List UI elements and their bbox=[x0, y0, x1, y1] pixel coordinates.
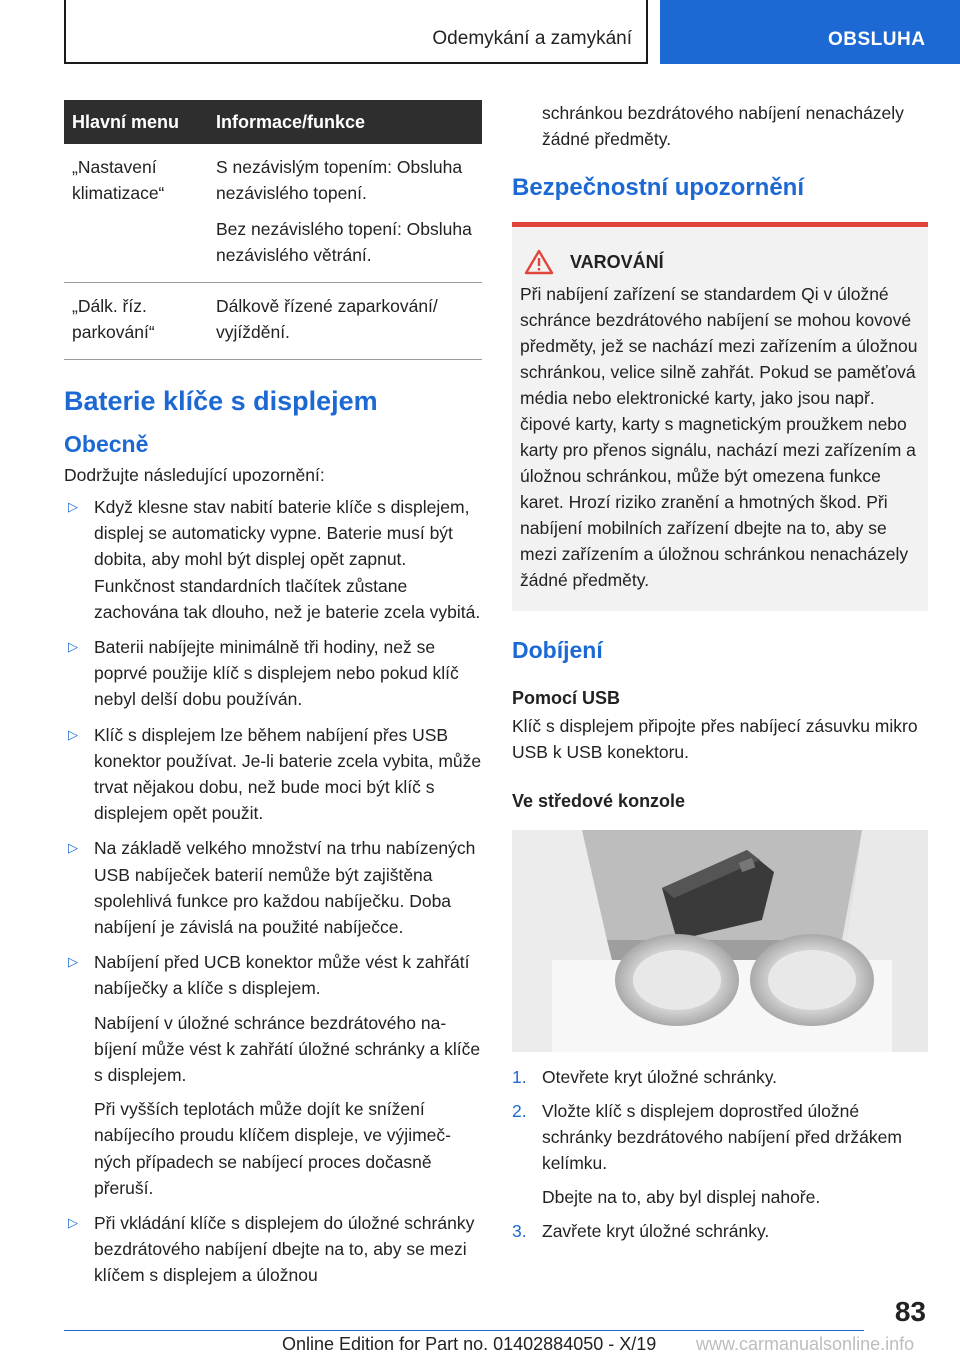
section-title-battery: Baterie klíče s displejem bbox=[64, 386, 378, 416]
table-cell-text: S nezávislým topením: Obsluha nezávislého topení. bbox=[216, 157, 463, 203]
header-chapter-tab bbox=[660, 0, 960, 64]
left-column bbox=[64, 100, 482, 1298]
list-item bbox=[512, 1064, 928, 1090]
right-column bbox=[512, 100, 928, 1252]
header-section-title: Odemykání a zamykání bbox=[432, 28, 632, 49]
table-header-info: Informace/funkce bbox=[208, 100, 482, 144]
list-item-text: Při vyšších teplotách může dojít ke snížení nabíjecího proudu klíčem displeje, ve výjimečných případech se nabíjecí proces dočasně přeruší. bbox=[94, 1099, 451, 1198]
footer-edition: Online Edition for Part no. 01402884050 - X/19 bbox=[282, 1334, 657, 1354]
table-row bbox=[64, 144, 482, 283]
page-header bbox=[0, 0, 960, 66]
list-item bbox=[512, 1098, 928, 1210]
triangle-bullet-icon: ▷ bbox=[68, 726, 78, 742]
table-header-menu: Hlavní menu bbox=[64, 100, 208, 144]
step-text: Otevřete kryt úložné schránky. bbox=[542, 1067, 778, 1087]
console-heading: Ve středové konzole bbox=[512, 791, 686, 811]
list-item bbox=[64, 835, 482, 940]
list-item-text: Nabíjení v úložné schránce bezdrátového nabíjení může vést k zahřátí úložné schránky a klíče s displejem. bbox=[94, 1012, 481, 1086]
usb-heading: Pomocí USB bbox=[512, 688, 621, 708]
table-cell-info bbox=[208, 144, 482, 283]
subsection-title-charging: Dobíjení bbox=[512, 637, 603, 663]
usb-text: Klíč s displejem připojte přes nabíjecí zásuvku mikro USB k USB konektoru. bbox=[512, 716, 918, 762]
footer-watermark: www.carmanualsonline.info bbox=[696, 1334, 915, 1354]
warning-title: VAROVÁNÍ bbox=[570, 251, 664, 272]
subsection-title-general: Obecně bbox=[64, 431, 149, 457]
battery-bullet-list bbox=[64, 494, 482, 1289]
table-cell-menu: „Dálk. říz. parkování“ bbox=[64, 283, 208, 360]
header-section-box bbox=[64, 0, 648, 64]
header-chapter-label: OBSLUHA bbox=[828, 29, 926, 50]
center-console-photo bbox=[512, 830, 928, 1052]
triangle-bullet-icon: ▷ bbox=[68, 639, 78, 655]
list-item-text: Když klesne stav nabití baterie klíče s displejem, displej se automaticky vypne. Baterie musí být dobita, aby mohl být displej opět zapnut. Funkčnost standardních tlačítek zůstane zachována tak dlouho, než je baterie zcela vybitá. bbox=[94, 497, 481, 622]
list-item-text: Nabíjení před UCB konektor může vést k zahřátí nabíječky a klíče s displejem. bbox=[94, 952, 470, 999]
section-title-safety: Bezpečnostní upozornění bbox=[512, 174, 805, 201]
step-text: Zavřete kryt úložné schránky. bbox=[542, 1221, 770, 1241]
page-number: 83 bbox=[894, 1296, 926, 1327]
table-header-row bbox=[64, 100, 482, 144]
triangle-bullet-icon: ▷ bbox=[68, 499, 78, 514]
list-item bbox=[64, 949, 482, 1201]
table-cell-text: Bez nezávislého topení: Obsluha nezávislého větrání. bbox=[216, 219, 472, 265]
warning-triangle-icon bbox=[524, 249, 554, 275]
list-item bbox=[64, 722, 482, 827]
table-cell-info bbox=[208, 283, 482, 360]
footer-divider bbox=[64, 1330, 864, 1331]
triangle-bullet-icon: ▷ bbox=[68, 1215, 78, 1231]
list-item-text: Baterii nabíjejte minimálně tři hodiny, než se poprvé použije klíč s displejem nebo pokud klíč nebyl delší dobu používán. bbox=[94, 637, 459, 710]
list-item bbox=[512, 1218, 928, 1244]
list-item bbox=[64, 1210, 482, 1289]
menu-table bbox=[64, 100, 482, 360]
step-number: 2. bbox=[512, 1101, 527, 1121]
step-text: Vložte klíč s displejem doprostřed úložné schránky bezdrátového nabíjení před držákem kelímku. bbox=[542, 1101, 902, 1173]
center-console-illustration bbox=[512, 830, 928, 1052]
list-item bbox=[64, 494, 482, 625]
list-item-text: Při vkládání klíče s displejem do úložné schránky bezdrátového nabíjení dbejte na to, aby se mezi klíčem s displejem a úložnou bbox=[94, 1213, 475, 1286]
list-item-text: Klíč s displejem lze během nabíjení přes USB konektor používat. Je-li baterie zcela vybita, může trvat nějakou dobu, než bude moci být klíč s displejem opět použit. bbox=[94, 724, 482, 824]
list-item-text: Na základě velkého množství na trhu nabízených USB nabíječek baterií nemůže být zajištěna spolehlivá funkce pro každou nabíječku. Doba nabíjení je závislá na použité nabíječce. bbox=[94, 838, 476, 938]
warning-body: Při nabíjení zařízení se standardem Qi v úložné schránce bezdrátového nabíjení se mohou kovové předměty, jež se nachází mezi zařízením a úložnou schránkou, velice silně zahřát. Pokud se paměťová média nebo elektronické karty, jako jsou např. čipové karty, karty s magnetickým proužkem nebo karty pro přenos signálu, nachází mezi zařízením a úložnou schránkou, může být omezena funkce karet. Hrozí riziko zranění a hmotných škod. Při nabíjení mobilních zařízení dbejte na to, aby se mezi zařízením a úložnou schránkou nenacházely žádné předměty. bbox=[520, 284, 918, 590]
intro-text: Dodržujte následující upozornění: bbox=[64, 465, 325, 485]
list-item bbox=[64, 634, 482, 713]
step-text: Dbejte na to, aby byl displej nahoře. bbox=[542, 1187, 821, 1207]
step-number: 3. bbox=[512, 1221, 527, 1241]
warning-title-row bbox=[520, 249, 918, 275]
warning-box bbox=[512, 222, 928, 611]
continued-bullet-text: schránkou bezdrátového nabíjení nenacházely žádné předměty. bbox=[542, 103, 904, 149]
step-number: 1. bbox=[512, 1067, 527, 1087]
triangle-bullet-icon: ▷ bbox=[68, 840, 78, 856]
steps-list bbox=[512, 1064, 928, 1244]
table-row bbox=[64, 283, 482, 360]
table-cell-text: Dálkově řízené zaparkování/ vyjíždění. bbox=[216, 296, 438, 342]
triangle-bullet-icon: ▷ bbox=[68, 954, 78, 970]
table-cell-menu: „Nastavení klimatizace“ bbox=[64, 144, 208, 283]
